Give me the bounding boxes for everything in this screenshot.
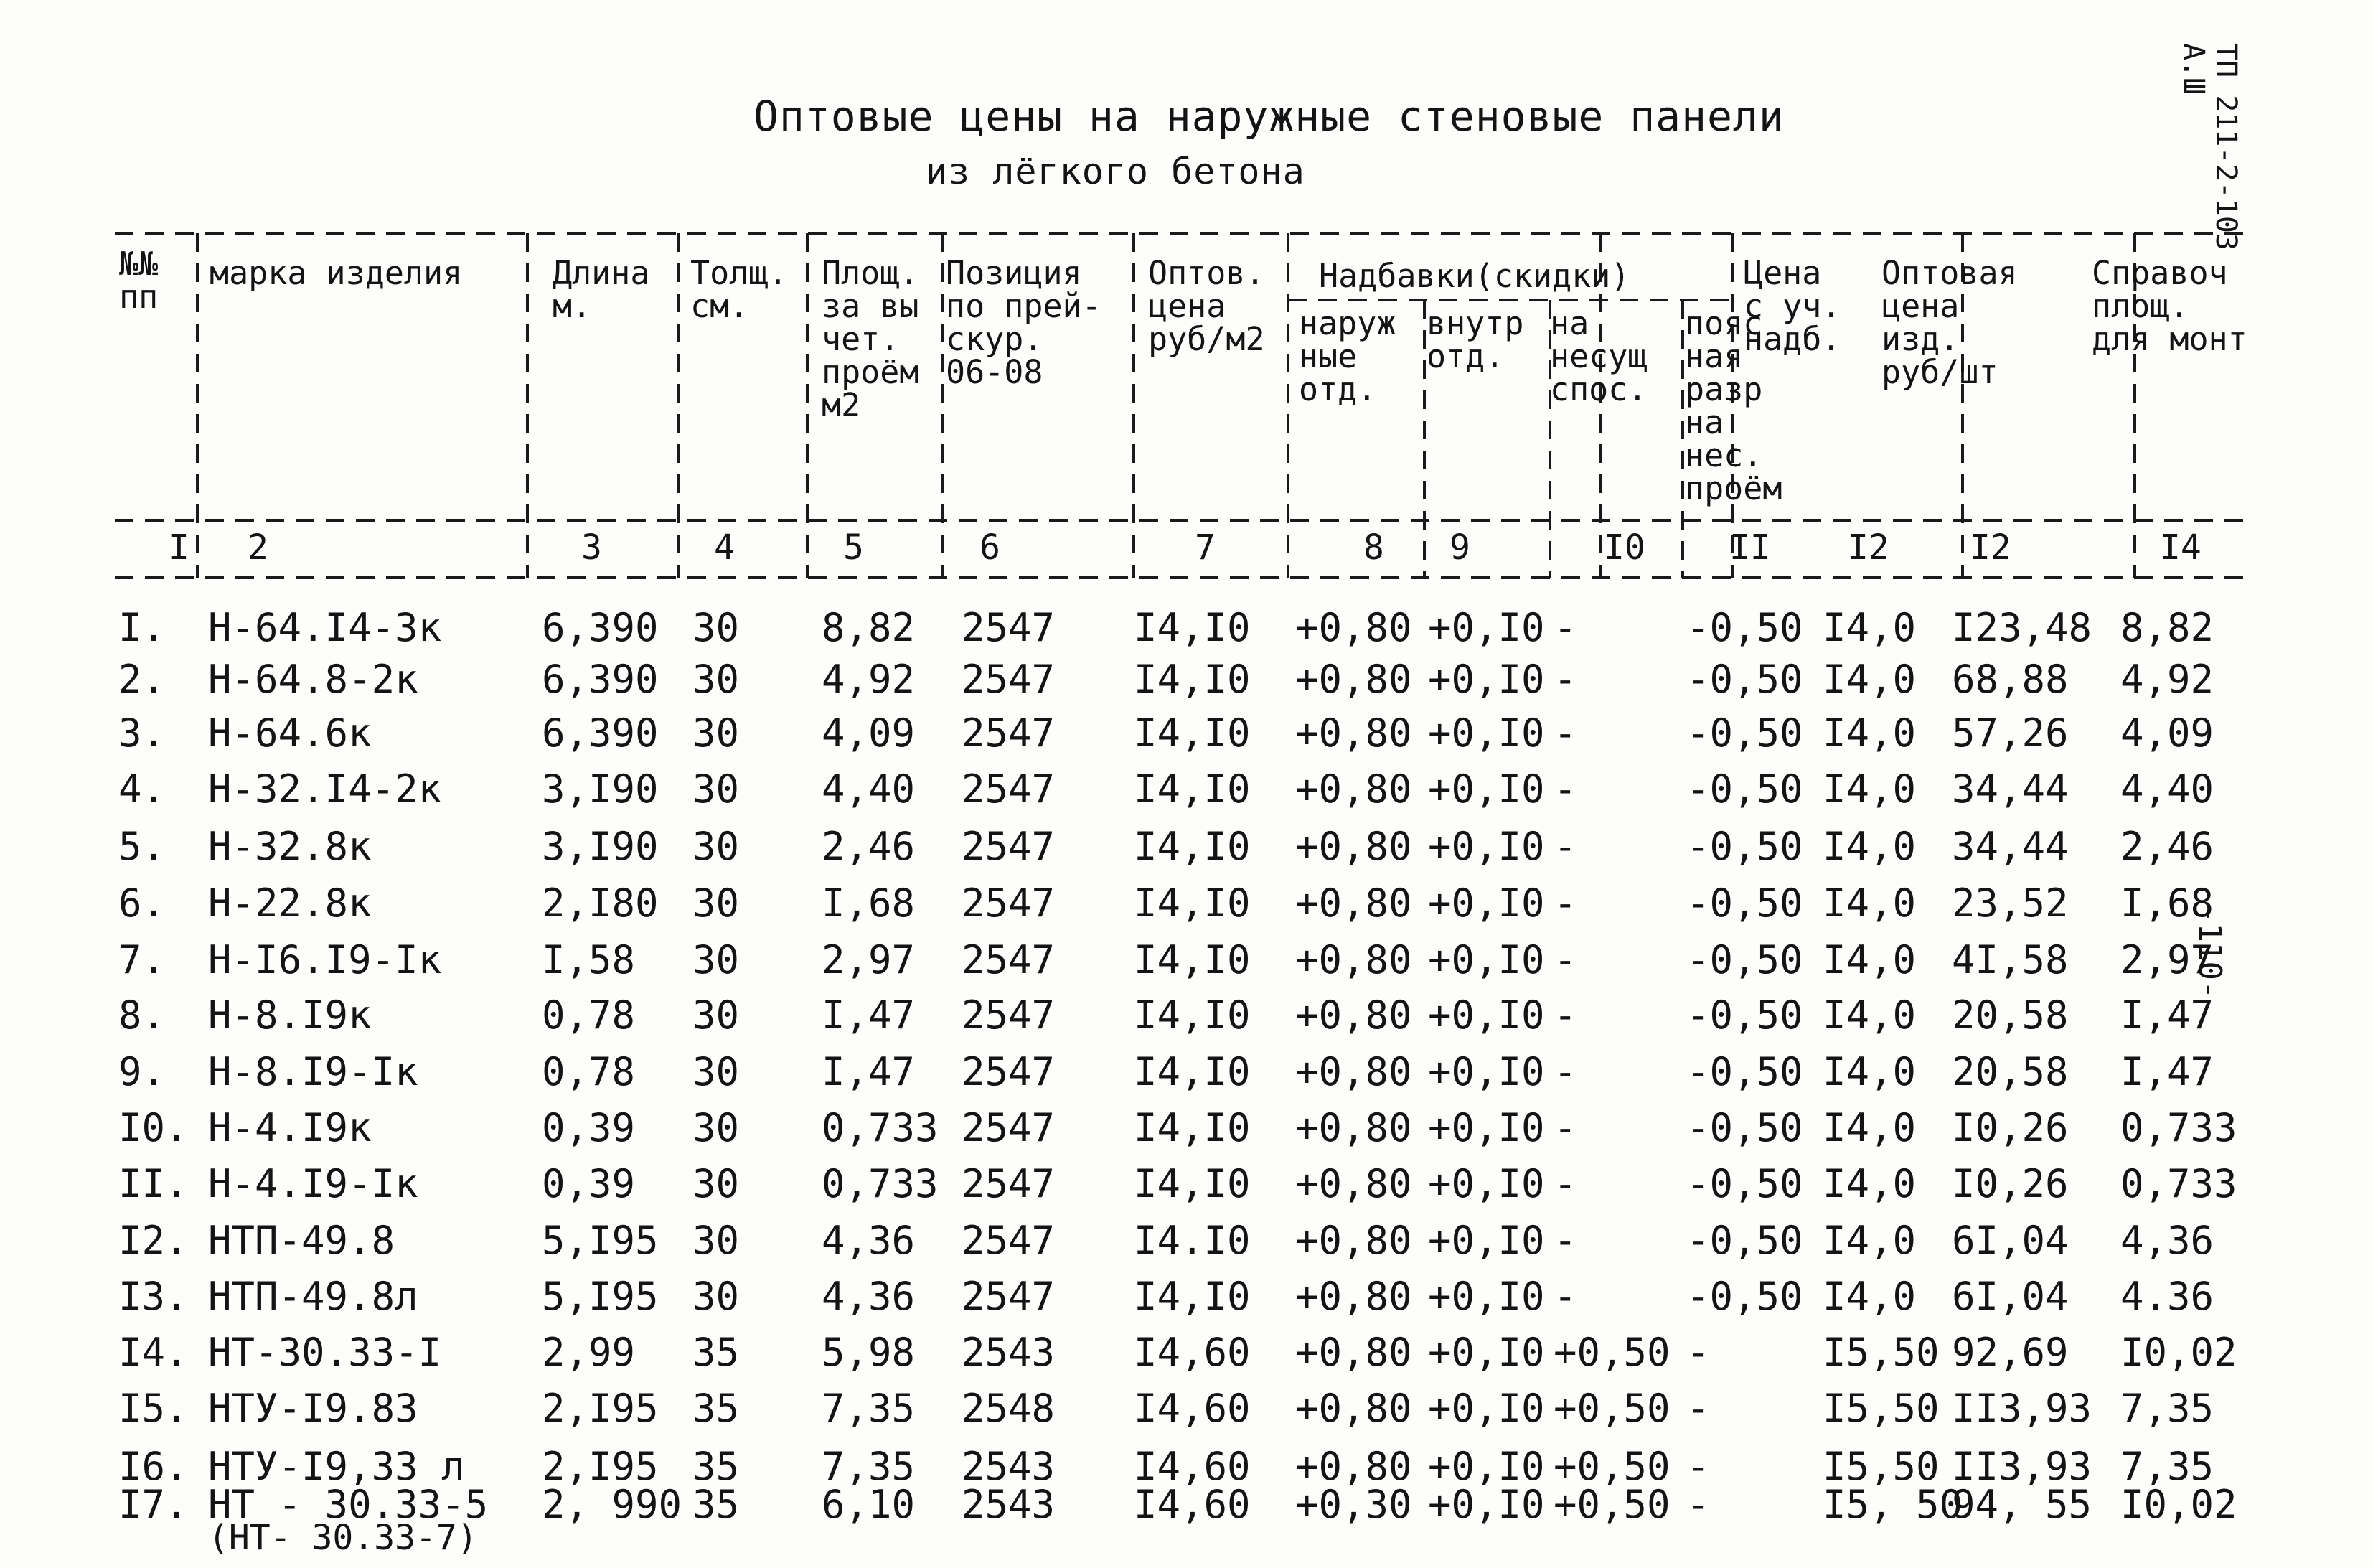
- table-cell: -: [1554, 937, 1577, 982]
- table-cell: -0,50: [1686, 1105, 1803, 1150]
- column-header: Площ. за вы чет. проём м2: [822, 254, 919, 424]
- table-cell: 30: [692, 1161, 740, 1206]
- table-cell: +0,80: [1295, 881, 1412, 926]
- table-cell: 3.: [118, 710, 166, 756]
- table-cell: 30: [692, 937, 740, 982]
- table-cell: 6.: [118, 881, 166, 926]
- table-cell: I3.: [118, 1274, 189, 1319]
- table-cell: 2547: [962, 1161, 1056, 1206]
- table-cell: 4,92: [2120, 657, 2214, 702]
- table-cell: -: [1686, 1330, 1710, 1375]
- table-cell: 8,82: [2120, 605, 2214, 650]
- table-cell: 0,733: [822, 1105, 939, 1150]
- table-cell: I4,0: [1823, 1105, 1917, 1150]
- table-cell: I4,0: [1823, 881, 1917, 926]
- table-cell: 2547: [962, 937, 1056, 982]
- table-cell: +0,I0: [1428, 657, 1545, 702]
- table-cell: +0,80: [1295, 1444, 1412, 1489]
- table-cell: 2,97: [2120, 937, 2214, 982]
- table-cell: 35: [692, 1482, 740, 1527]
- table-cell: 2,I95: [542, 1386, 659, 1431]
- table-cell: II3,93: [1952, 1386, 2092, 1431]
- table-cell: I0,26: [1952, 1105, 2069, 1150]
- table-cell: I0,02: [2120, 1330, 2237, 1375]
- table-cell: I4.I0: [1134, 1218, 1251, 1263]
- column-header: №№ пп: [119, 245, 159, 316]
- table-cell: 30: [692, 766, 740, 812]
- table-cell: I4,60: [1134, 1330, 1251, 1375]
- table-cell: -: [1554, 1218, 1577, 1263]
- table-cell: -0,50: [1686, 824, 1803, 869]
- table-cell: 34,44: [1952, 766, 2069, 812]
- table-cell: 3,I90: [542, 824, 659, 869]
- column-number: 6: [979, 527, 1000, 568]
- table-cell: 2,I95: [542, 1444, 659, 1489]
- table-cell: -0,50: [1686, 657, 1803, 702]
- table-cell: I4,I0: [1134, 766, 1251, 812]
- table-cell: +0,I0: [1428, 937, 1545, 982]
- table-cell: I4,I0: [1134, 1049, 1251, 1094]
- table-cell: 30: [692, 605, 740, 650]
- table-cell: Н-4.I9-Iк: [208, 1161, 418, 1206]
- table-cell: +0,80: [1295, 1049, 1412, 1094]
- table-cell: -: [1686, 1386, 1710, 1431]
- table-cell: I4,I0: [1134, 710, 1251, 756]
- table-cell: 7,35: [822, 1386, 916, 1431]
- table-cell: +0,80: [1295, 1330, 1412, 1375]
- table-cell: 30: [692, 1105, 740, 1150]
- table-cell: -0,50: [1686, 766, 1803, 812]
- table-cell: 8.: [118, 992, 166, 1038]
- table-cell: I4,I0: [1134, 1161, 1251, 1206]
- table-cell: 68,88: [1952, 657, 2069, 702]
- table-cell: 2, 990: [542, 1482, 682, 1527]
- table-cell: +0,I0: [1428, 1444, 1545, 1489]
- column-header: Позиция по прей- скур. 06-08: [946, 254, 1101, 391]
- table-cell: 8,82: [822, 605, 916, 650]
- table-cell: 2.: [118, 657, 166, 702]
- table-cell: 0,78: [542, 992, 636, 1038]
- column-header: наруж ные отд.: [1299, 304, 1396, 408]
- table-cell: I4,0: [1823, 1161, 1917, 1206]
- table-cell: Н-32.I4-2к: [208, 766, 442, 812]
- column-number: II: [1729, 527, 1771, 568]
- table-cell: I5, 50: [1823, 1482, 1963, 1527]
- table-cell: I,47: [2120, 992, 2214, 1038]
- table-cell: II.: [118, 1161, 189, 1206]
- table-cell: I4,60: [1134, 1444, 1251, 1489]
- table-cell: 6,390: [542, 605, 659, 650]
- table-cell: I,47: [2120, 1049, 2214, 1094]
- column-number: I2: [1970, 527, 2011, 568]
- table-cell: I4,I0: [1134, 605, 1251, 650]
- table-cell: 2547: [962, 1105, 1056, 1150]
- table-cell: 35: [692, 1444, 740, 1489]
- column-header: пояс ная разр на нес. проём: [1685, 304, 1782, 507]
- table-cell: +0,I0: [1428, 992, 1545, 1038]
- table-cell: I4,0: [1823, 710, 1917, 756]
- table-cell: +0,80: [1295, 1386, 1412, 1431]
- column-header: Справоч площ. для монт: [2092, 254, 2247, 358]
- table-cell: 30: [692, 881, 740, 926]
- table-cell: 2543: [962, 1444, 1056, 1489]
- table-cell: 30: [692, 1218, 740, 1263]
- table-cell: -0,50: [1686, 605, 1803, 650]
- table-cell: 4,36: [822, 1274, 916, 1319]
- table-cell: 0,733: [2120, 1105, 2237, 1150]
- table-cell: I4,0: [1823, 657, 1917, 702]
- table-cell: I4,I0: [1134, 1105, 1251, 1150]
- table-cell: Н-4.I9к: [208, 1105, 372, 1150]
- table-cell: +0,I0: [1428, 1161, 1545, 1206]
- table-cell: -0,50: [1686, 1218, 1803, 1263]
- table-cell: 4,40: [2120, 766, 2214, 812]
- column-number: 4: [714, 527, 735, 568]
- table-cell: 2547: [962, 992, 1056, 1038]
- table-cell: I4,I0: [1134, 657, 1251, 702]
- table-cell: 4,09: [822, 710, 916, 756]
- table-cell: Н-I6.I9-Iк: [208, 937, 442, 982]
- table-cell: 6,390: [542, 657, 659, 702]
- column-header: на несущ спос.: [1550, 304, 1648, 408]
- table-cell: -: [1554, 1161, 1577, 1206]
- table-cell: 6I,04: [1952, 1274, 2069, 1319]
- table-cell: -: [1686, 1444, 1710, 1489]
- table-cell: 30: [692, 710, 740, 756]
- table-cell: 2,99: [542, 1330, 636, 1375]
- table-cell: 35: [692, 1330, 740, 1375]
- column-number: I: [169, 527, 189, 568]
- column-header: Оптов. цена руб/м2: [1148, 254, 1265, 358]
- table-cell: I4,0: [1823, 1218, 1917, 1263]
- side-document-code: ТП 211-2-103: [2209, 43, 2242, 250]
- table-cell: 4,36: [2120, 1218, 2214, 1263]
- table-cell: +0,80: [1295, 657, 1412, 702]
- table-cell: 4,92: [822, 657, 916, 702]
- table-cell: +0,30: [1295, 1482, 1412, 1527]
- table-cell: Н-64.6к: [208, 710, 372, 756]
- table-cell: +0,I0: [1428, 605, 1545, 650]
- table-cell: 2547: [962, 881, 1056, 926]
- table-cell: I5,50: [1823, 1386, 1940, 1431]
- table-cell: НТ-30.33-I: [208, 1330, 442, 1375]
- table-cell: НТП-49.8л: [208, 1274, 418, 1319]
- table-cell: 30: [692, 1049, 740, 1094]
- column-number: I4: [2160, 527, 2202, 568]
- table-cell: 35: [692, 1386, 740, 1431]
- table-cell: Н-8.I9к: [208, 992, 372, 1038]
- table-cell: 6,390: [542, 710, 659, 756]
- table-cell: +0,I0: [1428, 1274, 1545, 1319]
- column-number: 2: [248, 527, 268, 568]
- table-cell: 2547: [962, 824, 1056, 869]
- table-cell: 2543: [962, 1330, 1056, 1375]
- table-cell: 5,98: [822, 1330, 916, 1375]
- table-cell: 30: [692, 992, 740, 1038]
- table-cell: Н-64.8-2к: [208, 657, 418, 702]
- table-cell: +0,I0: [1428, 1386, 1545, 1431]
- table-cell: 57,26: [1952, 710, 2069, 756]
- table-cell: I4,I0: [1134, 1274, 1251, 1319]
- table-cell: 2547: [962, 1274, 1056, 1319]
- table-cell: +0,80: [1295, 824, 1412, 869]
- table-cell: 5,I95: [542, 1218, 659, 1263]
- column-header: Оптовая цена изд. руб/шт: [1881, 254, 2018, 391]
- table-cell: 30: [692, 824, 740, 869]
- table-cell: 2,46: [2120, 824, 2214, 869]
- table-cell: 9.: [118, 1049, 166, 1094]
- table-cell: I6.: [118, 1444, 189, 1489]
- table-cell: 30: [692, 1274, 740, 1319]
- table-cell: I0.: [118, 1105, 189, 1150]
- table-cell: Н-64.I4-3к: [208, 605, 442, 650]
- table-cell: I0,02: [2120, 1482, 2237, 1527]
- table-cell: -0,50: [1686, 1274, 1803, 1319]
- table-cell: 2547: [962, 605, 1056, 650]
- table-cell: 0,39: [542, 1161, 636, 1206]
- table-cell: 2548: [962, 1386, 1056, 1431]
- table-cell: +0,I0: [1428, 1049, 1545, 1094]
- table-cell: НТ - 30.33-5: [208, 1482, 489, 1527]
- document-subtitle: из лёгкого бетона: [926, 151, 1305, 192]
- table-cell: 34,44: [1952, 824, 2069, 869]
- table-cell: НТУ-I9,33 л: [208, 1444, 465, 1489]
- table-cell: I,47: [822, 992, 916, 1038]
- table-cell: -: [1686, 1482, 1710, 1527]
- table-cell: +0,50: [1554, 1386, 1671, 1431]
- table-cell: +0,50: [1554, 1444, 1671, 1489]
- table-cell: НТУ-I9.83: [208, 1386, 418, 1431]
- table-cell: 4,40: [822, 766, 916, 812]
- table-cell: +0,I0: [1428, 1482, 1545, 1527]
- column-number: I2: [1848, 527, 1889, 568]
- table-cell: I,47: [822, 1049, 916, 1094]
- table-cell: 2543: [962, 1482, 1056, 1527]
- table-cell: +0,80: [1295, 1105, 1412, 1150]
- table-cell: -: [1554, 1274, 1577, 1319]
- table-cell: I5,50: [1823, 1444, 1940, 1489]
- table-cell: 4.: [118, 766, 166, 812]
- table-cell: +0,I0: [1428, 1218, 1545, 1263]
- table-cell: I0,26: [1952, 1161, 2069, 1206]
- table-cell: I4,0: [1823, 992, 1917, 1038]
- row-note: (НТ- 30.33-7): [208, 1518, 478, 1558]
- table-cell: -: [1554, 766, 1577, 812]
- table-cell: +0,80: [1295, 605, 1412, 650]
- table-cell: I5.: [118, 1386, 189, 1431]
- table-cell: +0,80: [1295, 1161, 1412, 1206]
- table-cell: I23,48: [1952, 605, 2092, 650]
- table-cell: I,68: [2120, 881, 2214, 926]
- table-cell: -: [1554, 881, 1577, 926]
- table-cell: +0,I0: [1428, 824, 1545, 869]
- column-number: 5: [843, 527, 864, 568]
- table-cell: -: [1554, 710, 1577, 756]
- table-cell: I4,I0: [1134, 824, 1251, 869]
- table-cell: 7,35: [2120, 1444, 2214, 1489]
- table-cell: 2547: [962, 710, 1056, 756]
- table-cell: I,58: [542, 937, 636, 982]
- table-cell: 4.36: [2120, 1274, 2214, 1319]
- table-cell: +0,80: [1295, 1218, 1412, 1263]
- table-cell: 4,09: [2120, 710, 2214, 756]
- table-cell: I2.: [118, 1218, 189, 1263]
- table-cell: +0,I0: [1428, 1105, 1545, 1150]
- table-cell: +0,I0: [1428, 766, 1545, 812]
- table-cell: 2547: [962, 657, 1056, 702]
- table-cell: -0,50: [1686, 1161, 1803, 1206]
- table-cell: 7,35: [2120, 1386, 2214, 1431]
- column-number: 3: [581, 527, 602, 568]
- table-cell: 2547: [962, 1049, 1056, 1094]
- column-number: 9: [1449, 527, 1470, 568]
- page-number: -110-: [2191, 904, 2228, 1000]
- table-cell: +0,50: [1554, 1330, 1671, 1375]
- table-cell: +0,80: [1295, 1274, 1412, 1319]
- table-cell: 92,69: [1952, 1330, 2069, 1375]
- table-cell: 3,I90: [542, 766, 659, 812]
- table-cell: 5.: [118, 824, 166, 869]
- table-cell: 0,78: [542, 1049, 636, 1094]
- table-cell: 20,58: [1952, 992, 2069, 1038]
- table-cell: +0,80: [1295, 710, 1412, 756]
- table-cell: -0,50: [1686, 937, 1803, 982]
- table-cell: -: [1554, 657, 1577, 702]
- table-cell: 0,733: [822, 1161, 939, 1206]
- table-cell: I4,0: [1823, 766, 1917, 812]
- table-cell: -0,50: [1686, 881, 1803, 926]
- table-cell: 2547: [962, 766, 1056, 812]
- table-cell: +0,I0: [1428, 710, 1545, 756]
- column-header: Длина м.: [553, 254, 650, 325]
- document-title: Оптовые цены на наружные стеновые панели: [753, 92, 1785, 141]
- table-cell: +0,I0: [1428, 1330, 1545, 1375]
- table-cell: 2,I80: [542, 881, 659, 926]
- column-header: Толщ. см.: [690, 254, 788, 325]
- table-cell: I,68: [822, 881, 916, 926]
- column-number: 7: [1195, 527, 1216, 568]
- table-cell: +0,I0: [1428, 881, 1545, 926]
- table-cell: I4,I0: [1134, 937, 1251, 982]
- table-cell: -: [1554, 1049, 1577, 1094]
- table-cell: I.: [118, 605, 166, 650]
- table-cell: +0,80: [1295, 992, 1412, 1038]
- table-cell: I4,0: [1823, 605, 1917, 650]
- table-cell: 5,I95: [542, 1274, 659, 1319]
- table-cell: I7.: [118, 1482, 189, 1527]
- side-document-subcode: А.Ш: [2177, 43, 2210, 95]
- table-cell: +0,50: [1554, 1482, 1671, 1527]
- table-cell: I4,0: [1823, 937, 1917, 982]
- table-cell: 0,733: [2120, 1161, 2237, 1206]
- table-cell: II3,93: [1952, 1444, 2092, 1489]
- column-header: Цена с уч. надб.: [1744, 254, 1841, 358]
- table-cell: +0,80: [1295, 766, 1412, 812]
- table-cell: I4,I0: [1134, 992, 1251, 1038]
- table-cell: I4,0: [1823, 1049, 1917, 1094]
- table-cell: НТП-49.8: [208, 1218, 395, 1263]
- table-cell: -: [1554, 605, 1577, 650]
- column-header: марка изделия: [210, 254, 463, 292]
- table-cell: 30: [692, 657, 740, 702]
- table-cell: Н-22.8к: [208, 881, 372, 926]
- column-number: I0: [1604, 527, 1645, 568]
- table-cell: 0,39: [542, 1105, 636, 1150]
- table-cell: 2547: [962, 1218, 1056, 1263]
- table-cell: 7,35: [822, 1444, 916, 1489]
- table-cell: 2,97: [822, 937, 916, 982]
- table-cell: 4,36: [822, 1218, 916, 1263]
- table-cell: 2,46: [822, 824, 916, 869]
- table-cell: I4,0: [1823, 1274, 1917, 1319]
- table-cell: 6I,04: [1952, 1218, 2069, 1263]
- column-header: Надбавки(скидки): [1319, 257, 1630, 295]
- table-cell: I4.: [118, 1330, 189, 1375]
- table-cell: I4,I0: [1134, 881, 1251, 926]
- table-cell: 6,10: [822, 1482, 916, 1527]
- table-cell: 20,58: [1952, 1049, 2069, 1094]
- table-cell: -0,50: [1686, 1049, 1803, 1094]
- table-cell: I4,60: [1134, 1386, 1251, 1431]
- table-cell: 94, 55: [1952, 1482, 2092, 1527]
- table-cell: 23,52: [1952, 881, 2069, 926]
- table-cell: I4,60: [1134, 1482, 1251, 1527]
- table-cell: 4I,58: [1952, 937, 2069, 982]
- table-cell: Н-32.8к: [208, 824, 372, 869]
- table-cell: Н-8.I9-Iк: [208, 1049, 418, 1094]
- table-cell: 7.: [118, 937, 166, 982]
- table-cell: +0,80: [1295, 937, 1412, 982]
- table-cell: -: [1554, 1105, 1577, 1150]
- column-header: внутр отд.: [1427, 304, 1524, 375]
- column-number: 8: [1363, 527, 1384, 568]
- table-cell: -0,50: [1686, 992, 1803, 1038]
- table-cell: -: [1554, 824, 1577, 869]
- table-cell: I5,50: [1823, 1330, 1940, 1375]
- table-cell: I4,0: [1823, 824, 1917, 869]
- table-cell: -0,50: [1686, 710, 1803, 756]
- table-cell: -: [1554, 992, 1577, 1038]
